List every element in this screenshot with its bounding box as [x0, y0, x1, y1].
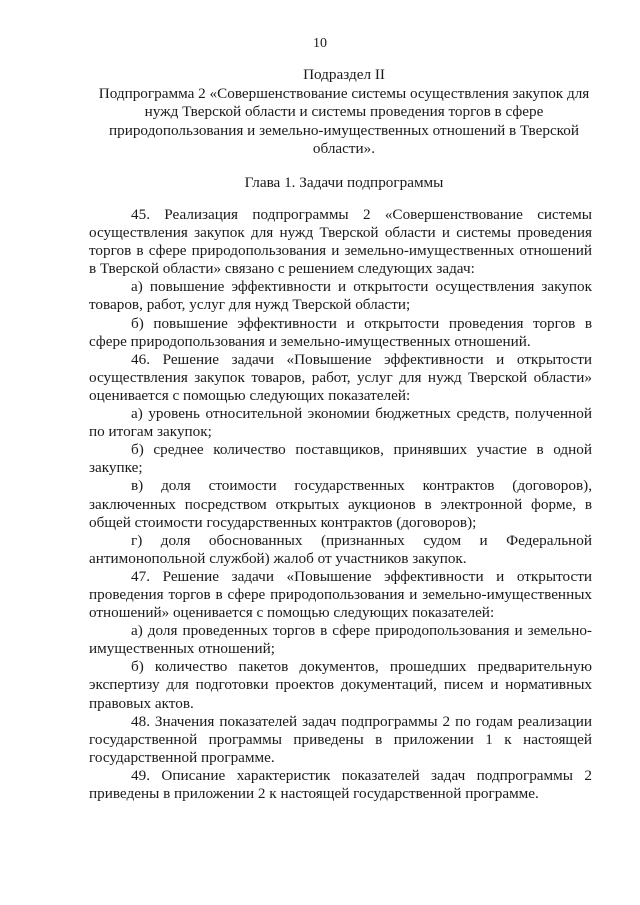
- subsection-title: Подпрограмма 2 «Совершенствование системы осуществления закупок для нужд Тверской области и системы проведения торгов в сфере природопользования и земельно-имущественных отношений в Тверской области».: [98, 84, 590, 157]
- paragraph-45-item-b: б) повышение эффективности и открытости проведения торгов в сфере природопользования и земельно-имущественных отношений.: [89, 314, 592, 350]
- subsection-heading: [96, 66, 592, 159]
- paragraph-45-item-a: а) повышение эффективности и открытости осуществления закупок товаров, работ, услуг для нужд Тверской области;: [89, 278, 592, 314]
- paragraph-46-item-c: в) доля стоимости государственных контрактов (договоров), заключенных посредством открытых аукционов в электронной форме, в общей стоимости государственных контрактов (договоров);: [89, 477, 592, 531]
- paragraph-47-item-a: а) доля проведенных торгов в сфере природопользования и земельно-имущественных отношений;: [89, 622, 592, 658]
- chapter-title: Глава 1. Задачи подпрограммы: [244, 174, 444, 191]
- page-number: 10: [313, 36, 327, 51]
- paragraph-48: 48. Значения показателей задач подпрограммы 2 по годам реализации государственной программы приведены в приложении 1 к настоящей государственной программе.: [89, 712, 592, 766]
- paragraph-46: 46. Решение задачи «Повышение эффективности и открытости осуществления закупок товаров, работ, услуг для нужд Тверской области» оценивается с помощью следующих показателей:: [89, 350, 592, 404]
- subsection-label: Подраздел II: [303, 66, 385, 83]
- paragraph-46-item-b: б) среднее количество поставщиков, принявших участие в одной закупке;: [89, 441, 592, 477]
- paragraph-47-item-b: б) количество пакетов документов, прошедших предварительную экспертизу для подготовки проектов документаций, писем и нормативных правовых актов.: [89, 658, 592, 712]
- paragraph-46-item-a: а) уровень относительной экономии бюджетных средств, полученной по итогам закупок;: [89, 405, 592, 441]
- paragraph-47: 47. Решение задачи «Повышение эффективности и открытости проведения торгов в сфере природопользования и земельно-имущественных отношений» оценивается с помощью следующих показателей:: [89, 567, 592, 622]
- paragraph-46-item-d: г) доля обоснованных (признанных судом и Федеральной антимонопольной службой) жалоб от участников закупок.: [89, 531, 592, 567]
- document-body: [89, 206, 592, 803]
- paragraph-45: 45. Реализация подпрограммы 2 «Совершенствование системы осуществления закупок для нужд Тверской области и системы проведения торгов в сфере природопользования и земельно-имущественных отношений в Тверской области» связано с решением следующих задач:: [89, 206, 592, 278]
- paragraph-49: 49. Описание характеристик показателей задач подпрограммы 2 приведены в приложении 2 к настоящей государственной программе.: [89, 766, 592, 802]
